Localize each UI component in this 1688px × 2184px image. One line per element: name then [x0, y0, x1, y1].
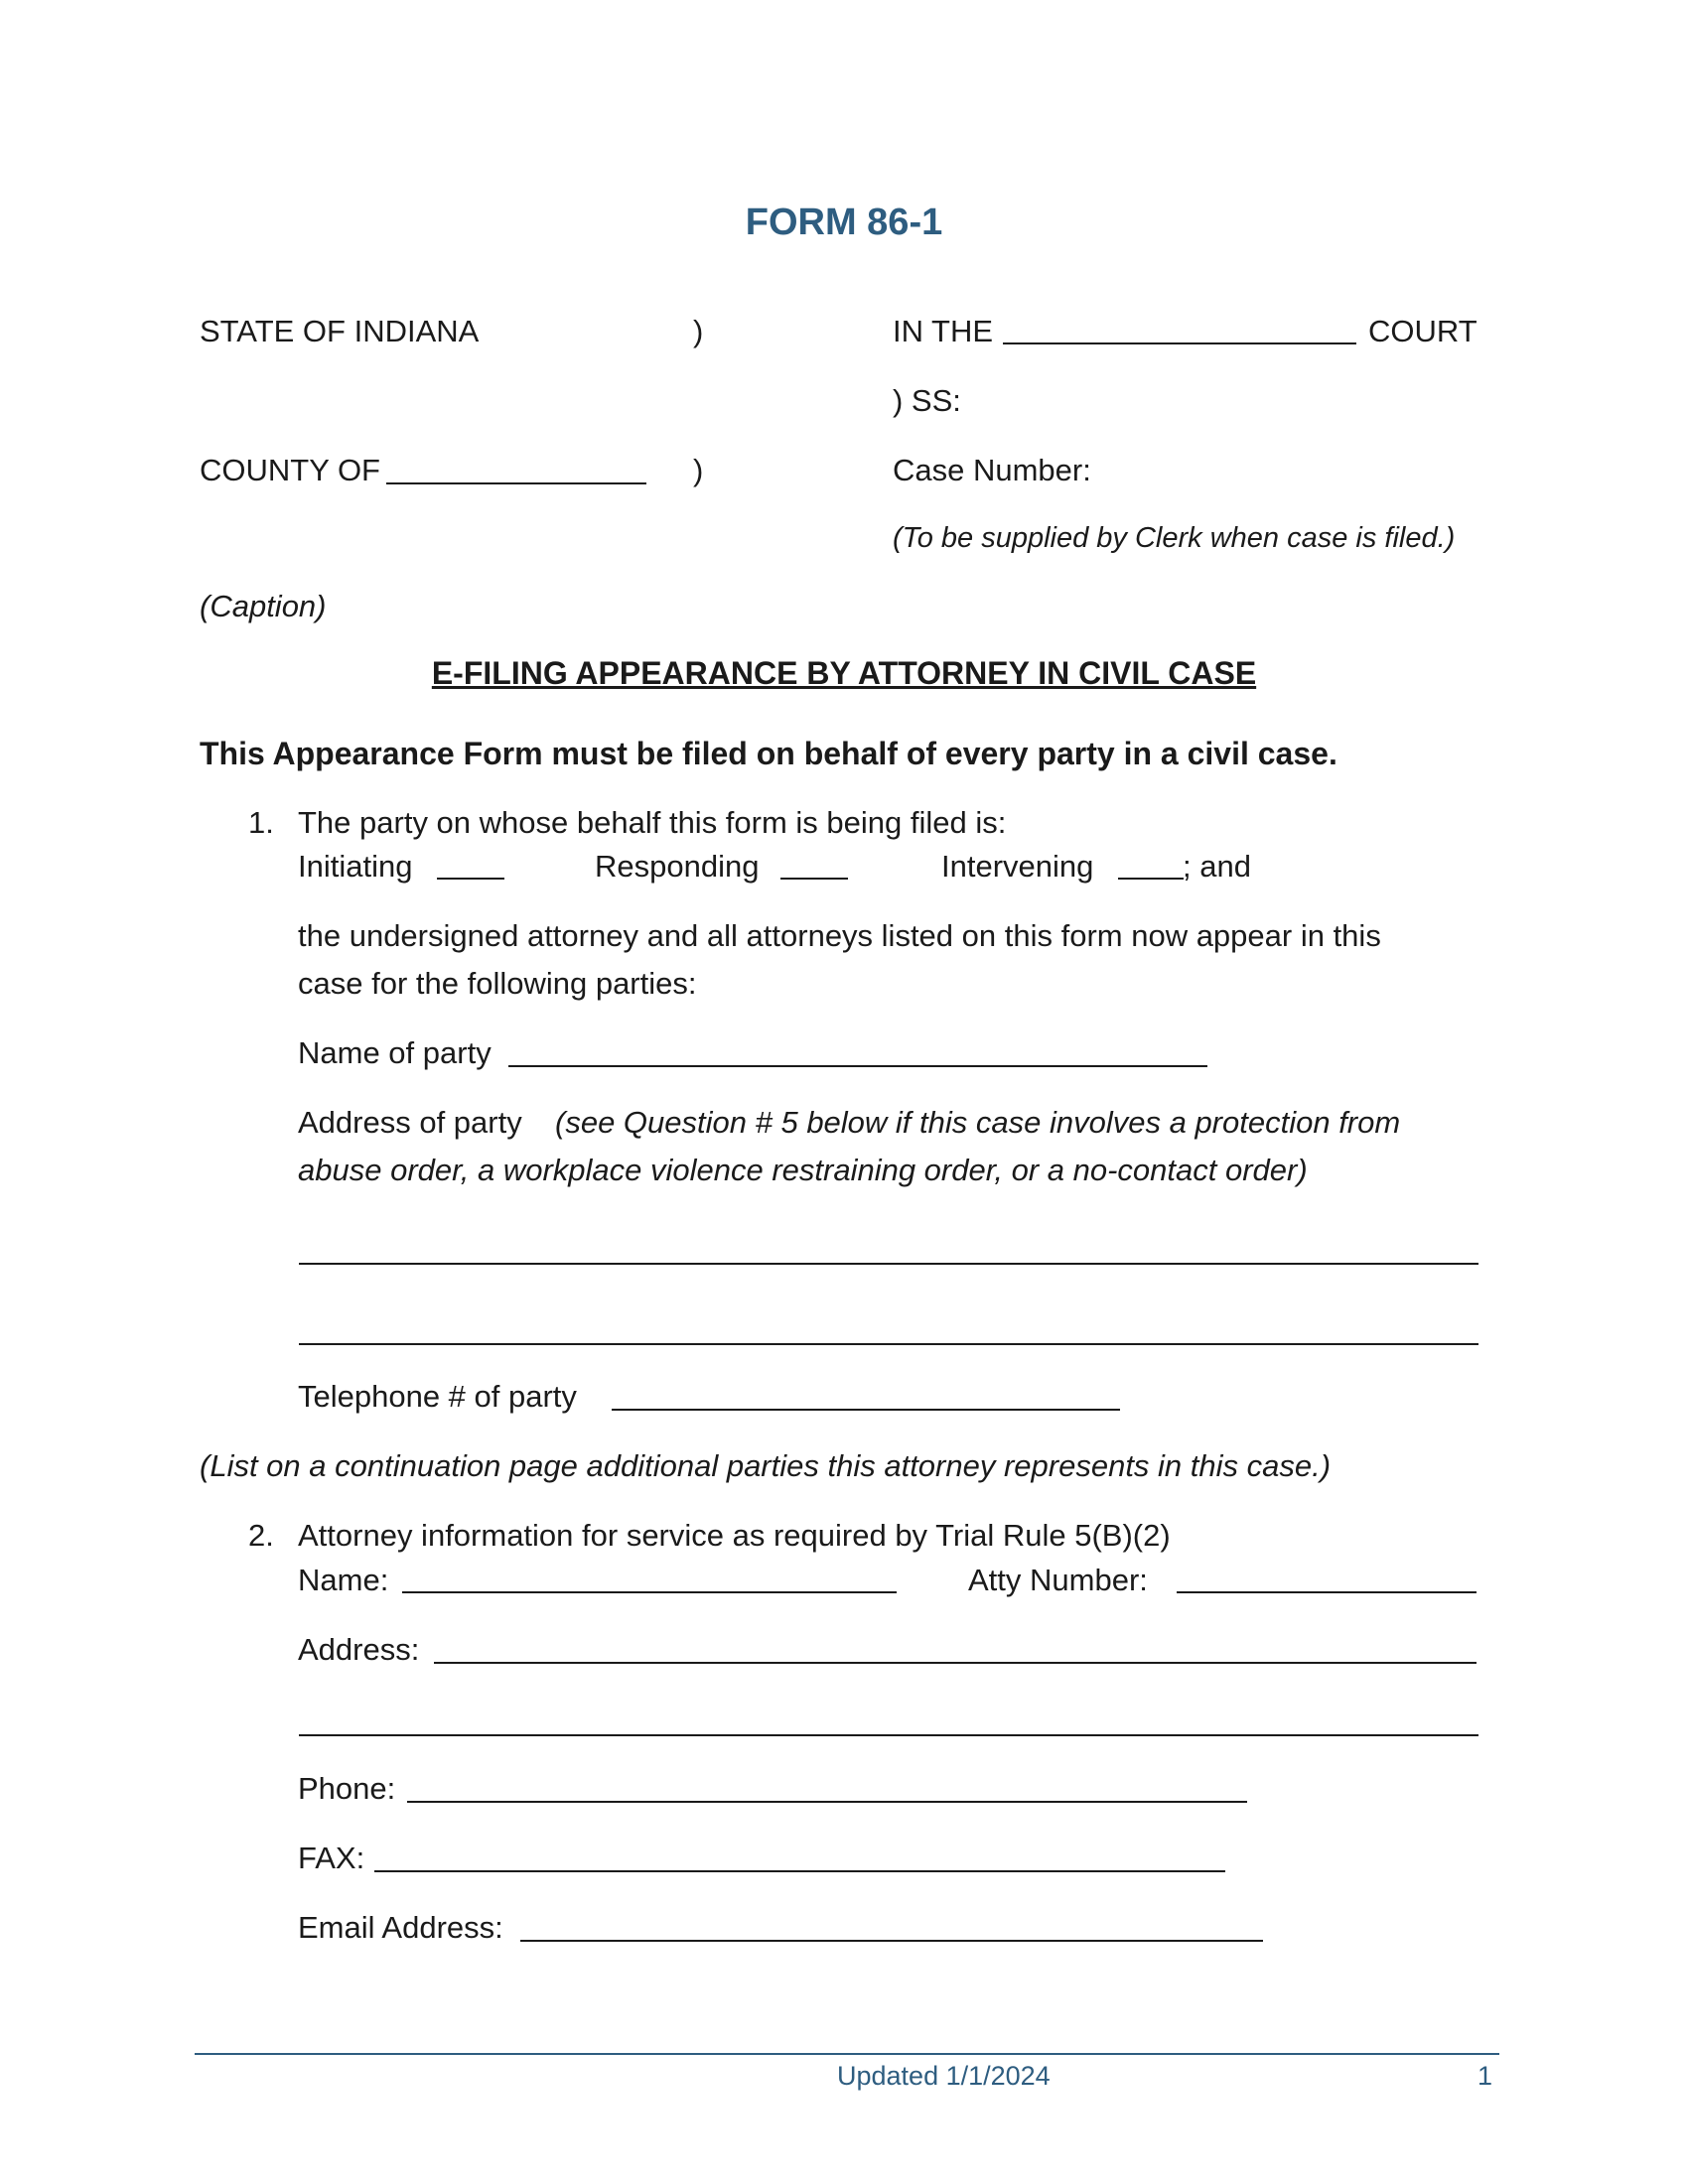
party-telephone-label: Telephone # of party	[298, 1379, 577, 1414]
intervening-label: Intervening	[941, 849, 1094, 884]
form-title: FORM 86-1	[745, 202, 943, 243]
atty-number-label: Atty Number:	[968, 1563, 1148, 1597]
party-address-label: Address of party	[298, 1105, 522, 1140]
form-heading: E-FILING APPEARANCE BY ATTORNEY IN CIVIL CASE	[431, 655, 1257, 691]
attorney-address-label: Address:	[298, 1632, 420, 1667]
in-the-label: IN THE	[893, 314, 994, 348]
attorney-fax-label: FAX:	[298, 1841, 365, 1875]
party-name-label: Name of party	[298, 1035, 492, 1070]
item1-para-line1: the undersigned attorney and all attorneys listed on this form now appear in this	[298, 918, 1381, 953]
initiating-field[interactable]	[437, 878, 504, 880]
responding-label: Responding	[595, 849, 760, 884]
caption-label: (Caption)	[200, 589, 327, 623]
court-name-field[interactable]	[1003, 342, 1356, 344]
item1-para-line2: case for the following parties:	[298, 966, 697, 1001]
attorney-email-label: Email Address:	[298, 1910, 503, 1945]
item1-number: 1.	[248, 805, 274, 840]
page-number: 1	[1477, 2061, 1493, 2091]
ss-label: ) SS:	[893, 383, 961, 418]
attorney-fax-field[interactable]	[374, 1870, 1225, 1872]
item1-text: The party on whose behalf this form is being filed is:	[298, 805, 1007, 840]
party-address-note-line1: (see Question # 5 below if this case involves a protection from	[555, 1105, 1401, 1140]
atty-number-field[interactable]	[1177, 1591, 1477, 1593]
attorney-name-field[interactable]	[402, 1591, 897, 1593]
intro-text: This Appearance Form must be filed on behalf of every party in a civil case.	[200, 736, 1337, 771]
attorney-phone-label: Phone:	[298, 1771, 396, 1806]
responding-field[interactable]	[780, 878, 848, 880]
intervening-field[interactable]	[1118, 878, 1184, 880]
and-suffix: ; and	[1183, 849, 1251, 884]
county-paren: )	[693, 453, 704, 487]
party-address-field-line1[interactable]	[299, 1263, 1478, 1265]
party-address-note-line2: abuse order, a workplace violence restraining order, or a no-contact order)	[298, 1153, 1308, 1187]
attorney-address-field-line2[interactable]	[299, 1734, 1478, 1736]
state-label: STATE OF INDIANA	[200, 314, 480, 348]
list-note: (List on a continuation page additional parties this attorney represents in this case.)	[200, 1448, 1332, 1483]
attorney-name-label: Name:	[298, 1563, 389, 1597]
attorney-address-field-line1[interactable]	[434, 1662, 1477, 1664]
case-number-note: (To be supplied by Clerk when case is filed.)	[893, 522, 1456, 554]
court-label: COURT	[1368, 314, 1477, 348]
attorney-phone-field[interactable]	[407, 1801, 1247, 1803]
party-address-field-line2[interactable]	[299, 1343, 1478, 1345]
state-paren: )	[693, 314, 704, 348]
footer-updated: Updated 1/1/2024	[837, 2061, 1051, 2091]
party-telephone-field[interactable]	[612, 1409, 1120, 1411]
case-number-label: Case Number:	[893, 453, 1091, 487]
item2-number: 2.	[248, 1518, 274, 1553]
county-field[interactable]	[386, 482, 646, 484]
item2-text: Attorney information for service as required by Trial Rule 5(B)(2)	[298, 1518, 1171, 1553]
initiating-label: Initiating	[298, 849, 413, 884]
attorney-email-field[interactable]	[520, 1940, 1263, 1942]
county-label: COUNTY OF	[200, 453, 380, 487]
footer-rule	[195, 2053, 1499, 2055]
party-name-field[interactable]	[508, 1065, 1207, 1067]
